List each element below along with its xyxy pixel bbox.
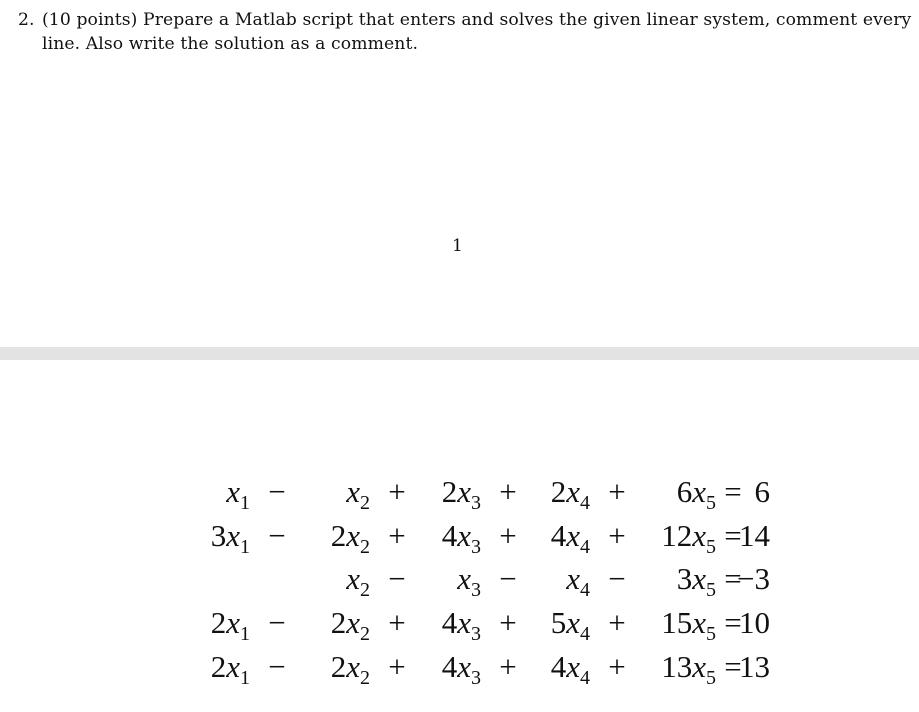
- problem-number: 2.: [18, 10, 35, 30]
- problem-text-line-1: (10 points) Prepare a Matlab script that enters and solves the given linear system, comment every: [42, 10, 912, 30]
- operator: −: [268, 518, 286, 553]
- variable-subscript: 1: [240, 492, 250, 514]
- equation-term: [210, 518, 250, 558]
- variable: x: [692, 518, 706, 553]
- operator: +: [499, 605, 517, 640]
- coefficient: 4: [441, 605, 458, 640]
- variable: x: [346, 561, 360, 596]
- variable-subscript: 1: [240, 536, 250, 558]
- operator: −: [268, 474, 286, 509]
- operator: +: [388, 474, 406, 509]
- variable: x: [692, 649, 706, 684]
- right-hand-side: 6: [754, 474, 770, 509]
- document-page: [0, 0, 919, 347]
- variable: x: [566, 605, 580, 640]
- variable-subscript: 3: [471, 623, 481, 645]
- equals-sign: =: [724, 518, 742, 553]
- equation-term: [441, 474, 481, 514]
- problem-line-1: [18, 8, 911, 32]
- equation-term: [441, 518, 481, 558]
- equation-term: [550, 605, 590, 645]
- operator: +: [388, 649, 406, 684]
- variable-subscript: 4: [580, 623, 590, 645]
- right-hand-side: 10: [739, 605, 770, 640]
- operator: +: [499, 649, 517, 684]
- page-divider: [0, 347, 919, 360]
- right-hand-side: 13: [739, 649, 770, 684]
- variable: x: [692, 474, 706, 509]
- equation-term: [346, 474, 370, 514]
- coefficient: 2: [330, 518, 347, 553]
- variable: x: [566, 474, 580, 509]
- equation-term: [550, 518, 590, 558]
- operator: −: [388, 561, 406, 596]
- variable-subscript: 5: [706, 579, 716, 601]
- problem-line-2: [18, 32, 911, 56]
- operator: +: [608, 605, 626, 640]
- coefficient: 15: [661, 605, 693, 640]
- variable-subscript: 2: [360, 579, 370, 601]
- equation-term: [661, 518, 716, 558]
- variable: x: [566, 649, 580, 684]
- operator: +: [388, 518, 406, 553]
- equation-row: [150, 518, 770, 562]
- variable: x: [457, 649, 471, 684]
- problem-text-line-2: line. Also write the solution as a comment.: [42, 34, 419, 54]
- coefficient: 2: [441, 474, 458, 509]
- variable-subscript: 5: [706, 536, 716, 558]
- variable-subscript: 5: [706, 667, 716, 689]
- equals-sign: =: [724, 561, 742, 596]
- coefficient: 6: [676, 474, 693, 509]
- operator: +: [608, 518, 626, 553]
- linear-system: [150, 474, 770, 694]
- equals-sign: =: [724, 649, 742, 684]
- variable-subscript: 3: [471, 492, 481, 514]
- right-hand-side: −3: [737, 561, 770, 596]
- variable-subscript: 5: [706, 492, 716, 514]
- variable: x: [566, 561, 580, 596]
- equation-term: [457, 561, 481, 601]
- operator: −: [499, 561, 517, 596]
- operator: +: [608, 474, 626, 509]
- problem-statement: [18, 8, 911, 56]
- variable: x: [346, 518, 360, 553]
- equation-term: [661, 605, 716, 645]
- variable-subscript: 4: [580, 579, 590, 601]
- coefficient: 2: [550, 474, 567, 509]
- equation-row: [150, 474, 770, 518]
- variable-subscript: 2: [360, 623, 370, 645]
- operator: −: [268, 649, 286, 684]
- variable: x: [692, 561, 706, 596]
- equation-row: [150, 561, 770, 605]
- variable: x: [457, 561, 471, 596]
- equation-term: [330, 605, 370, 645]
- equation-term: [550, 474, 590, 514]
- variable: x: [226, 605, 240, 640]
- coefficient: 5: [550, 605, 567, 640]
- coefficient: 4: [550, 518, 567, 553]
- operator: +: [499, 518, 517, 553]
- variable-subscript: 2: [360, 536, 370, 558]
- right-hand-side: 14: [739, 518, 770, 553]
- equation-term: [330, 649, 370, 689]
- equation-term: [661, 649, 716, 689]
- equals-sign: =: [724, 474, 742, 509]
- equation-term: [566, 561, 590, 601]
- variable-subscript: 2: [360, 492, 370, 514]
- equation-term: [226, 474, 250, 514]
- variable-subscript: 1: [240, 667, 250, 689]
- equation-term: [676, 561, 716, 601]
- coefficient: 4: [441, 518, 458, 553]
- variable: x: [226, 474, 240, 509]
- coefficient: 3: [676, 561, 693, 596]
- equation-term: [330, 518, 370, 558]
- variable: x: [566, 518, 580, 553]
- equals-sign: =: [724, 605, 742, 640]
- coefficient: 3: [210, 518, 227, 553]
- coefficient: 2: [210, 649, 227, 684]
- equation-term: [346, 561, 370, 601]
- variable: x: [457, 474, 471, 509]
- coefficient: 4: [441, 649, 458, 684]
- variable: x: [692, 605, 706, 640]
- variable: x: [346, 605, 360, 640]
- coefficient: 13: [661, 649, 693, 684]
- page-number: 1: [452, 236, 463, 256]
- variable-subscript: 4: [580, 492, 590, 514]
- equation-term: [210, 605, 250, 645]
- variable: x: [346, 649, 360, 684]
- coefficient: 2: [330, 605, 347, 640]
- variable-subscript: 5: [706, 623, 716, 645]
- coefficient: 2: [210, 605, 227, 640]
- equation-row: [150, 649, 770, 693]
- variable-subscript: 4: [580, 536, 590, 558]
- variable-subscript: 2: [360, 667, 370, 689]
- equation-term: [676, 474, 716, 514]
- variable-subscript: 1: [240, 623, 250, 645]
- equation-term: [441, 649, 481, 689]
- operator: +: [608, 649, 626, 684]
- variable-subscript: 4: [580, 667, 590, 689]
- operator: −: [268, 605, 286, 640]
- operator: +: [499, 474, 517, 509]
- variable: x: [457, 605, 471, 640]
- equation-term: [550, 649, 590, 689]
- variable: x: [457, 518, 471, 553]
- operator: +: [388, 605, 406, 640]
- variable-subscript: 3: [471, 536, 481, 558]
- coefficient: 4: [550, 649, 567, 684]
- equation-term: [441, 605, 481, 645]
- operator: −: [608, 561, 626, 596]
- equation-row: [150, 605, 770, 649]
- coefficient: 2: [330, 649, 347, 684]
- equation-term: [210, 649, 250, 689]
- variable: x: [226, 649, 240, 684]
- coefficient: 12: [661, 518, 693, 553]
- variable: x: [226, 518, 240, 553]
- variable-subscript: 3: [471, 579, 481, 601]
- variable-subscript: 3: [471, 667, 481, 689]
- variable: x: [346, 474, 360, 509]
